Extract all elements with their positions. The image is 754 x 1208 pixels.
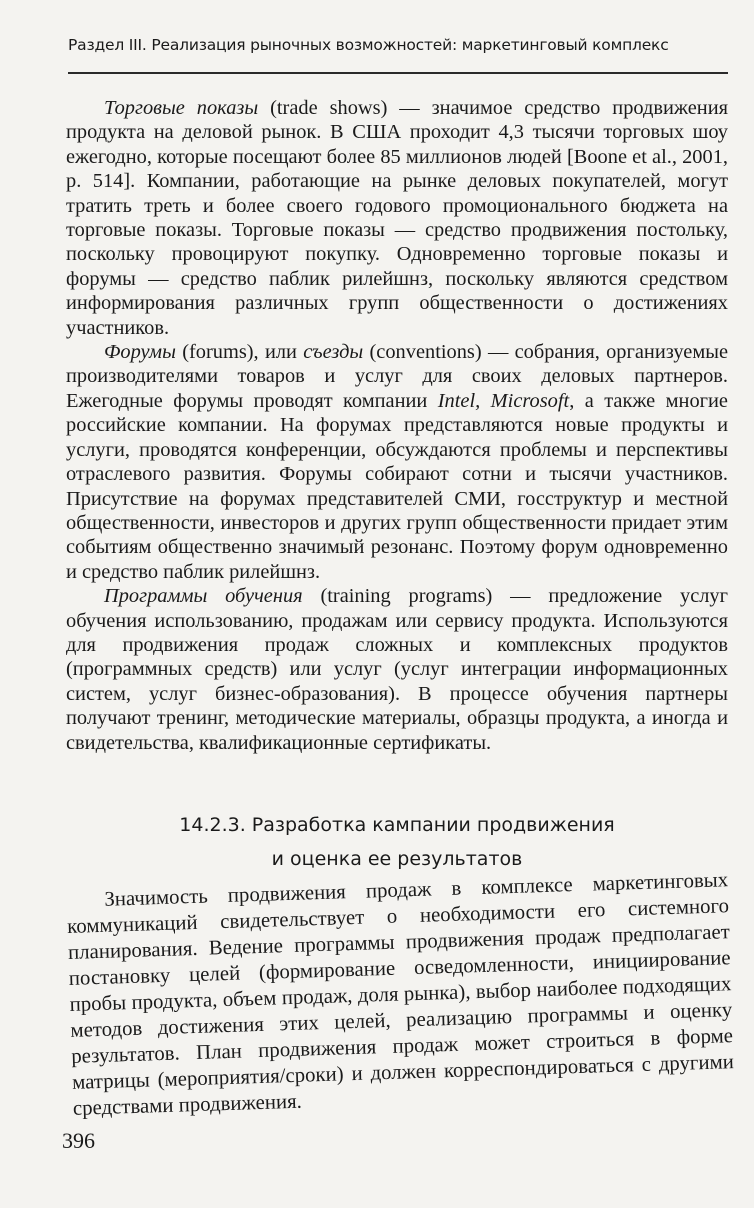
company-intel: Intel bbox=[437, 389, 476, 412]
paragraph-training-programs bbox=[66, 584, 728, 755]
paragraph-trade-shows bbox=[66, 96, 728, 340]
section-heading-line-1: 14.2.3. Разработка кампании продвижения bbox=[179, 814, 615, 836]
paragraph-campaign-planning: Значимость продвижения продаж в комплексе маркетинговых коммуникаций свидетельствует о необходимости его системного планирования. Ведение программы продвижения продаж предполагает постановку целей (формирование осведомленности, инициирование пробы продукта, объем продаж, доля рынка), выбор наиболее подходящих методов достижения этих целей, реализацию программы и оценку результатов. План продвижения продаж может строиться в форме матрицы (мероприятия/сроки) и должен корреспондироваться с другими средствами продвижения. bbox=[66, 868, 735, 1120]
section-heading-line-2: и оценка ее результатов bbox=[271, 848, 523, 870]
section-heading bbox=[66, 808, 728, 876]
term-conventions: съезды bbox=[303, 341, 364, 364]
text-block-promotion-tools bbox=[66, 96, 728, 755]
header-rule bbox=[68, 72, 728, 74]
company-separator: , bbox=[475, 389, 491, 412]
trade-shows-text: (trade shows) — значимое средство продвижения продукта на деловой рынок. В США проходит 4,3 тысячи торговых шоу ежегодно, которые посещают более 85 миллионов людей [Boone et al., 2001, p. 514]. Компании, работающие на рынке деловых покупателей, могут тратить треть и более своего годового промоционального бюджета на торговые показы. Торговые показы — средство продвижения постольку, поскольку провоцируют покупку. Одновременно торговые показы и форумы — средство паблик рилейшнз, поскольку являются средством информирования различных групп общественности о достижениях участников. bbox=[66, 97, 728, 339]
forums-text-a: (forums), или bbox=[175, 341, 304, 364]
term-trade-shows: Торговые показы bbox=[104, 97, 259, 119]
forums-text-b: (conventions) — собрания, организуемые производителями товаров и услуг для своих деловых партнеров. Ежегодные форумы проводят компании bbox=[66, 341, 728, 412]
text-block-campaign bbox=[66, 867, 735, 1122]
training-programs-text: (training programs) — предложение услуг обучения использованию, продажам или сервису продукта. Используются для продвижения продаж сложных и комплексных продуктов (программных средств) или услуг (услуг интеграции информационных систем, услуг бизнес-образования). В процессе обучения партнеры получают тренинг, методические материалы, образцы продукта, а иногда и свидетельства, квалификационные сертификаты. bbox=[66, 585, 728, 754]
term-training-programs: Программы обучения bbox=[104, 585, 303, 608]
page-number: 396 bbox=[62, 1128, 95, 1153]
forums-text-c: , а также многие российские компании. На форумах представляются новые продукты и услуги, проводятся конференции, обсуждаются проблемы и перспективы отраслевого развития. Форумы собирают сотни и тысячи участников. Присутствие на форумах представителей СМИ, госструктур и местной общественности, инвесторов и других групп общественности придает этим событиям общественно значимый резонанс. Поэтому форум одновременно и средство паблик рилейшнз. bbox=[66, 389, 728, 583]
paragraph-forums bbox=[66, 340, 728, 584]
running-header: Раздел III. Реализация рыночных возможностей: маркетинговый комплекс bbox=[68, 36, 669, 54]
term-forums: Форумы bbox=[104, 341, 176, 364]
company-microsoft: Microsoft bbox=[490, 389, 570, 412]
